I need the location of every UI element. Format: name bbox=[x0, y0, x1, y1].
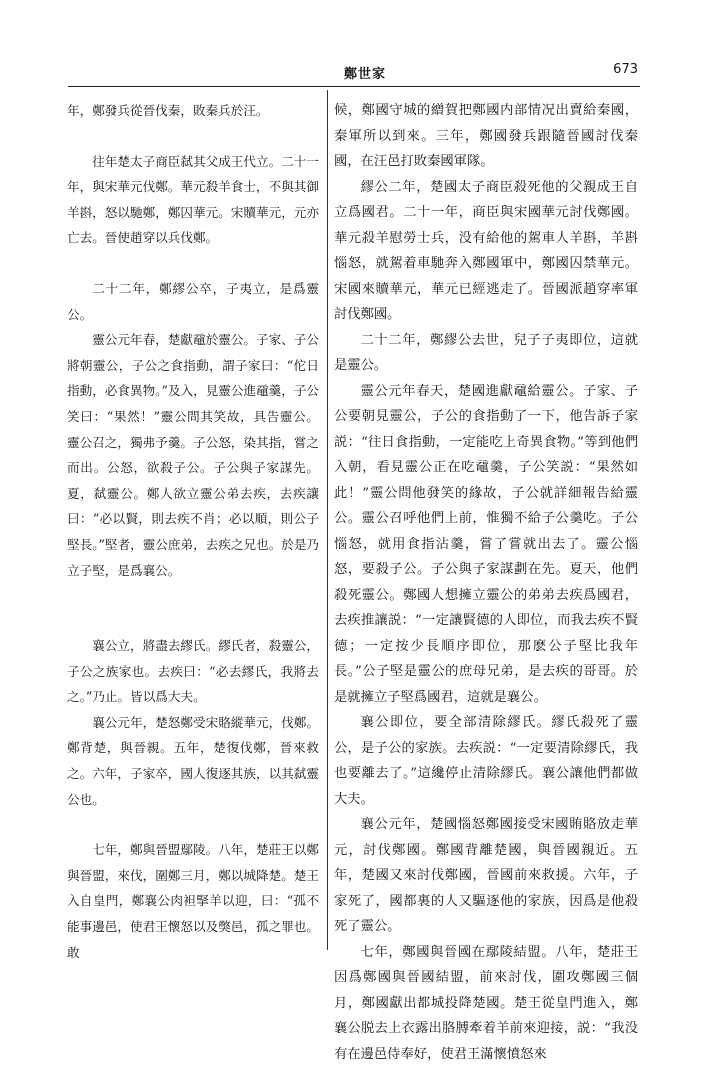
text-paragraph: 靈公元年春，楚獻黿於靈公。子家、子公將朝靈公，子公之食指動，謂子家曰：“佗日指動，必食異物。”及入，見靈公進黿羹，子公笑曰：“果然！”靈公問其笑故，具告靈公。靈公召之，獨弗予羹。子公怒，染其指，嘗之而出。公怒，欲殺子公。子公與子家謀先。夏，弑靈公。鄭人欲立靈公弟去疾，去疾讓曰：“必以賢，則去疾不肖；必以順，則公子堅長。”堅者，靈公庶弟，去疾之兄也。於是乃立子堅，是爲襄公。 bbox=[67, 327, 319, 583]
paragraph-spacer bbox=[67, 124, 319, 149]
text-paragraph: 襄公元年，楚國惱怒鄭國接受宋國賄賂放走華元，討伐鄭國。鄭國背離楚國，與晉國親近。五年，楚國又來討伐鄭國，晉國前來救援。六年，子家死了，國都裏的人又驅逐他的家族，因爲是他殺死了靈公。 bbox=[334, 812, 638, 940]
text-paragraph: 二十二年，鄭繆公卒，子夷立，是爲靈公。 bbox=[67, 276, 319, 327]
text-paragraph: 七年，鄭與晉盟鄢陵。八年，楚莊王以鄭與晉盟，來伐，圍鄭三月，鄭以城降楚。楚王入自皇門，鄭襄公肉袒掔羊以迎，曰：“孤不能事邊邑，使君王懷怒以及獘邑，孤之罪也。敢 bbox=[67, 837, 319, 965]
text-paragraph: 繆公二年，楚國太子商臣殺死他的父親成王自立爲國君。二十一年，商臣與宋國華元討伐鄭國。華元殺羊慰勞士兵，没有給他的駕車人羊斟，羊斟惱怒，就駕着車馳奔入鄭國軍中，鄭國囚禁華元。宋國來贖華元，華元已經逃走了。晉國派趙穿率軍討伐鄭國。 bbox=[334, 175, 638, 328]
text-paragraph: 往年楚太子商臣弑其父成王代立。二十一年，與宋華元伐鄭。華元殺羊食士，不與其御羊斟，怒以馳鄭，鄭囚華元。宋贖華元，元亦亡去。晉使趙穿以兵伐鄭。 bbox=[67, 149, 319, 251]
paragraph-spacer bbox=[67, 251, 319, 276]
classical-text-column bbox=[67, 98, 319, 965]
page-number: 673 bbox=[588, 62, 638, 77]
text-paragraph: 七年，鄭國與晉國在鄢陵結盟。八年，楚莊王因爲鄭國與晉國結盟，前來討伐，圍攻鄭國三個月，鄭國獻出都城投降楚國。楚王從皇門進入，鄭襄公脱去上衣露出胳膊牽着羊前來迎接，説：“我没有在邊邑侍奉好，使君王滿懷憤怒來 bbox=[334, 940, 638, 1067]
text-paragraph: 年，鄭發兵從晉伐秦，敗秦兵於汪。 bbox=[67, 98, 319, 124]
paragraph-spacer bbox=[67, 583, 319, 633]
text-paragraph: 襄公即位，要全部清除繆氏。繆氏殺死了靈公，是子公的家族。去疾説：“一定要清除繆氏，我也要離去了。”這纔停止清除繆氏。襄公讓他們都做大夫。 bbox=[334, 710, 638, 812]
text-paragraph: 二十二年，鄭繆公去世，兒子子夷即位，這就是靈公。 bbox=[334, 328, 638, 379]
text-paragraph: 襄公立，將盡去繆氏。繆氏者，殺靈公，子公之族家也。去疾曰：“必去繆氏，我將去之。”乃止。皆以爲大夫。 bbox=[67, 633, 319, 710]
text-paragraph: 靈公元年春天，楚國進獻黿給靈公。子家、子公要朝見靈公，子公的食指動了一下，他告訴子家説：“往日食指動，一定能吃上奇異食物。”等到他們入朝，看見靈公正在吃黿羹，子公笑説：“果然如此！”靈公問他發笑的緣故，子公就詳細報告給靈公。靈公召呼他們上前，惟獨不給子公羹吃。子公惱怒，就用食指沾羹，嘗了嘗就出去了。靈公惱怒，要殺子公。子公與子家謀劃在先。夏天，他們殺死靈公。鄭國人想擁立靈公的弟弟去疾爲國君，去疾推讓説：“一定讓賢德的人即位，而我去疾不賢德；一定按少長順序即位，那麽公子堅比我年長。”公子堅是靈公的庶母兄弟，是去疾的哥哥。於是就擁立子堅爲國君，這就是襄公。 bbox=[334, 379, 638, 711]
text-paragraph: 候，鄭國守城的繒賀把鄭國内部情况出賣給秦國，秦軍所以到來。三年，鄭國發兵跟隨晉國討伐秦國，在汪邑打敗秦國軍隊。 bbox=[334, 98, 638, 175]
running-header-title: 鄭世家 bbox=[335, 63, 395, 82]
column-divider bbox=[327, 90, 328, 950]
translation-column bbox=[334, 98, 638, 1067]
text-paragraph: 襄公元年，楚怒鄭受宋賂縱華元，伐鄭。鄭背楚，與晉親。五年，楚復伐鄭，晉來救之。六年，子家卒，國人復逐其族，以其弑靈公也。 bbox=[67, 710, 319, 812]
paragraph-spacer bbox=[67, 812, 319, 837]
header-rule bbox=[68, 86, 640, 87]
